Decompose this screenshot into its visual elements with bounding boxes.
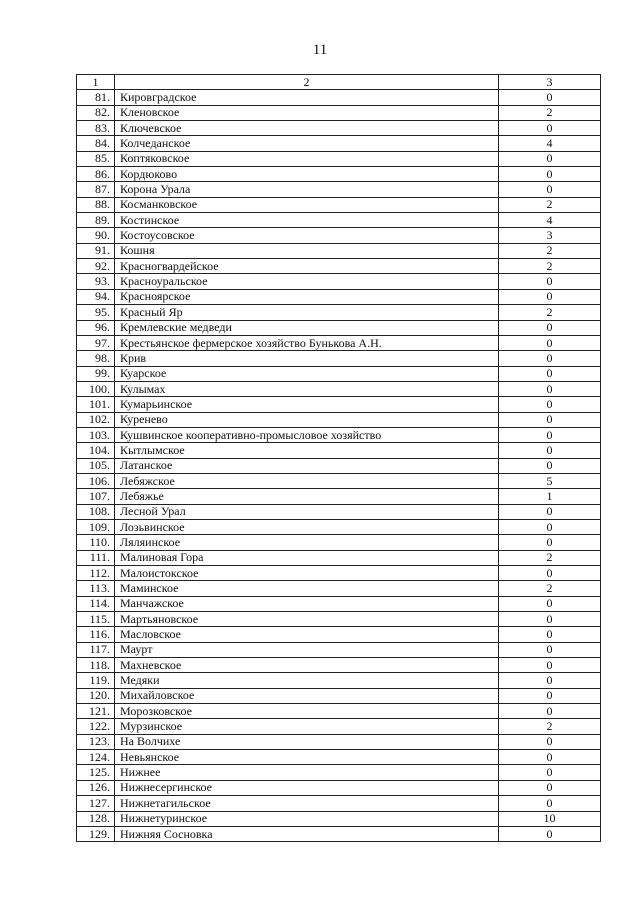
row-number: 101. bbox=[77, 397, 115, 412]
row-number: 119. bbox=[77, 673, 115, 688]
row-number: 122. bbox=[77, 719, 115, 734]
table-row bbox=[77, 458, 601, 473]
row-value: 2 bbox=[499, 243, 601, 258]
row-number: 105. bbox=[77, 458, 115, 473]
row-number: 81. bbox=[77, 90, 115, 105]
row-name: Кытлымское bbox=[115, 443, 499, 458]
row-name: Масловское bbox=[115, 627, 499, 642]
table-row bbox=[77, 826, 601, 841]
row-name: Крестьянское фермерское хозяйство Бунькова А.Н. bbox=[115, 335, 499, 350]
table-row bbox=[77, 627, 601, 642]
row-name: Крив bbox=[115, 351, 499, 366]
row-value: 0 bbox=[499, 381, 601, 396]
table-row bbox=[77, 581, 601, 596]
row-name: Ключевское bbox=[115, 121, 499, 136]
table-row bbox=[77, 305, 601, 320]
table-row bbox=[77, 167, 601, 182]
table-row bbox=[77, 519, 601, 534]
row-number: 124. bbox=[77, 750, 115, 765]
page-number: 11 bbox=[312, 42, 328, 58]
table-row bbox=[77, 489, 601, 504]
table-row bbox=[77, 473, 601, 488]
table-row bbox=[77, 259, 601, 274]
row-number: 106. bbox=[77, 473, 115, 488]
table-row bbox=[77, 320, 601, 335]
row-name: Нижнесергинское bbox=[115, 780, 499, 795]
row-number: 92. bbox=[77, 259, 115, 274]
row-number: 89. bbox=[77, 213, 115, 228]
row-value: 0 bbox=[499, 443, 601, 458]
row-number: 84. bbox=[77, 136, 115, 151]
row-value: 0 bbox=[499, 427, 601, 442]
table-row bbox=[77, 719, 601, 734]
row-name: Ляляинское bbox=[115, 535, 499, 550]
row-number: 104. bbox=[77, 443, 115, 458]
table-row bbox=[77, 397, 601, 412]
row-value: 0 bbox=[499, 151, 601, 166]
row-value: 0 bbox=[499, 289, 601, 304]
row-value: 0 bbox=[499, 627, 601, 642]
row-name: Манчажское bbox=[115, 596, 499, 611]
table-row bbox=[77, 289, 601, 304]
row-name: Кировградское bbox=[115, 90, 499, 105]
row-name: Кордюково bbox=[115, 167, 499, 182]
row-name: Кушвинское кооперативно-промысловое хозяйство bbox=[115, 427, 499, 442]
row-value: 0 bbox=[499, 366, 601, 381]
row-value: 2 bbox=[499, 197, 601, 212]
header-cell-3: 3 bbox=[499, 75, 601, 90]
table-row bbox=[77, 780, 601, 795]
row-name: Куренево bbox=[115, 412, 499, 427]
table-row bbox=[77, 704, 601, 719]
row-name: Нижняя Сосновка bbox=[115, 826, 499, 841]
table-row bbox=[77, 642, 601, 657]
table-row bbox=[77, 274, 601, 289]
table-row bbox=[77, 136, 601, 151]
row-value: 4 bbox=[499, 213, 601, 228]
row-value: 0 bbox=[499, 167, 601, 182]
row-number: 93. bbox=[77, 274, 115, 289]
row-number: 123. bbox=[77, 734, 115, 749]
row-name: Колчеданское bbox=[115, 136, 499, 151]
row-number: 115. bbox=[77, 612, 115, 627]
row-value: 0 bbox=[499, 734, 601, 749]
row-value: 0 bbox=[499, 397, 601, 412]
hunting-grounds-table bbox=[76, 74, 601, 842]
header-cell-2: 2 bbox=[115, 75, 499, 90]
row-value: 0 bbox=[499, 274, 601, 289]
row-number: 85. bbox=[77, 151, 115, 166]
table-row bbox=[77, 688, 601, 703]
row-name: Нижнетуринское bbox=[115, 811, 499, 826]
table-header-row bbox=[77, 75, 601, 90]
row-name: Медяки bbox=[115, 673, 499, 688]
row-number: 102. bbox=[77, 412, 115, 427]
row-number: 82. bbox=[77, 105, 115, 120]
row-number: 91. bbox=[77, 243, 115, 258]
row-number: 90. bbox=[77, 228, 115, 243]
row-value: 0 bbox=[499, 458, 601, 473]
row-name: Красногвардейское bbox=[115, 259, 499, 274]
table-row bbox=[77, 197, 601, 212]
row-number: 100. bbox=[77, 381, 115, 396]
row-value: 10 bbox=[499, 811, 601, 826]
table-row bbox=[77, 228, 601, 243]
row-number: 128. bbox=[77, 811, 115, 826]
row-value: 0 bbox=[499, 642, 601, 657]
row-value: 1 bbox=[499, 489, 601, 504]
table-row bbox=[77, 412, 601, 427]
table-row bbox=[77, 765, 601, 780]
row-value: 0 bbox=[499, 351, 601, 366]
row-name: Куарское bbox=[115, 366, 499, 381]
row-name: Нижнее bbox=[115, 765, 499, 780]
table-row bbox=[77, 504, 601, 519]
row-number: 110. bbox=[77, 535, 115, 550]
row-value: 0 bbox=[499, 750, 601, 765]
row-name: Кулымах bbox=[115, 381, 499, 396]
row-name: Махневское bbox=[115, 658, 499, 673]
row-name: Костоусовское bbox=[115, 228, 499, 243]
row-name: Кремлевские медведи bbox=[115, 320, 499, 335]
table-row bbox=[77, 335, 601, 350]
row-number: 107. bbox=[77, 489, 115, 504]
row-number: 129. bbox=[77, 826, 115, 841]
row-value: 2 bbox=[499, 719, 601, 734]
table-row bbox=[77, 213, 601, 228]
row-name: Лебяжье bbox=[115, 489, 499, 504]
row-name: Коптяковское bbox=[115, 151, 499, 166]
table-row bbox=[77, 381, 601, 396]
row-value: 0 bbox=[499, 504, 601, 519]
table-row bbox=[77, 658, 601, 673]
header-cell-1: 1 bbox=[77, 75, 115, 90]
row-number: 125. bbox=[77, 765, 115, 780]
row-number: 109. bbox=[77, 519, 115, 534]
row-number: 113. bbox=[77, 581, 115, 596]
table-row bbox=[77, 90, 601, 105]
row-name: Малоистокское bbox=[115, 566, 499, 581]
row-name: Маминское bbox=[115, 581, 499, 596]
table-row bbox=[77, 351, 601, 366]
table-row bbox=[77, 366, 601, 381]
row-value: 2 bbox=[499, 550, 601, 565]
table-row bbox=[77, 811, 601, 826]
row-value: 2 bbox=[499, 581, 601, 596]
row-number: 94. bbox=[77, 289, 115, 304]
row-name: Лозьвинское bbox=[115, 519, 499, 534]
row-value: 0 bbox=[499, 320, 601, 335]
row-name: Корона Урала bbox=[115, 182, 499, 197]
row-number: 111. bbox=[77, 550, 115, 565]
row-name: Маурт bbox=[115, 642, 499, 657]
row-number: 118. bbox=[77, 658, 115, 673]
row-value: 0 bbox=[499, 90, 601, 105]
row-value: 0 bbox=[499, 182, 601, 197]
table-row bbox=[77, 734, 601, 749]
table-row bbox=[77, 105, 601, 120]
row-name: Красный Яр bbox=[115, 305, 499, 320]
row-number: 99. bbox=[77, 366, 115, 381]
row-name: Михайловское bbox=[115, 688, 499, 703]
row-name: Красноярское bbox=[115, 289, 499, 304]
row-value: 0 bbox=[499, 335, 601, 350]
row-value: 0 bbox=[499, 796, 601, 811]
row-value: 0 bbox=[499, 780, 601, 795]
row-name: Кумарьинское bbox=[115, 397, 499, 412]
row-value: 0 bbox=[499, 596, 601, 611]
row-value: 0 bbox=[499, 412, 601, 427]
row-name: Мурзинское bbox=[115, 719, 499, 734]
table-row bbox=[77, 796, 601, 811]
row-value: 2 bbox=[499, 305, 601, 320]
row-value: 0 bbox=[499, 765, 601, 780]
row-name: На Волчихе bbox=[115, 734, 499, 749]
row-value: 0 bbox=[499, 535, 601, 550]
row-number: 103. bbox=[77, 427, 115, 442]
row-value: 3 bbox=[499, 228, 601, 243]
row-value: 0 bbox=[499, 566, 601, 581]
row-value: 0 bbox=[499, 704, 601, 719]
row-number: 108. bbox=[77, 504, 115, 519]
row-name: Морозковское bbox=[115, 704, 499, 719]
row-value: 0 bbox=[499, 519, 601, 534]
table-row bbox=[77, 596, 601, 611]
table-row bbox=[77, 612, 601, 627]
row-value: 0 bbox=[499, 688, 601, 703]
table-row bbox=[77, 673, 601, 688]
table-row bbox=[77, 121, 601, 136]
table-row bbox=[77, 243, 601, 258]
row-number: 117. bbox=[77, 642, 115, 657]
row-number: 86. bbox=[77, 167, 115, 182]
row-number: 127. bbox=[77, 796, 115, 811]
table-row bbox=[77, 750, 601, 765]
row-number: 120. bbox=[77, 688, 115, 703]
row-number: 116. bbox=[77, 627, 115, 642]
row-number: 87. bbox=[77, 182, 115, 197]
table-row bbox=[77, 566, 601, 581]
row-number: 121. bbox=[77, 704, 115, 719]
table-body bbox=[77, 75, 601, 842]
row-value: 0 bbox=[499, 612, 601, 627]
table-row bbox=[77, 535, 601, 550]
row-name: Кошня bbox=[115, 243, 499, 258]
row-number: 126. bbox=[77, 780, 115, 795]
row-name: Нижнетагильское bbox=[115, 796, 499, 811]
row-name: Косманковское bbox=[115, 197, 499, 212]
row-name: Латанское bbox=[115, 458, 499, 473]
row-number: 83. bbox=[77, 121, 115, 136]
row-name: Мартьяновское bbox=[115, 612, 499, 627]
row-value: 0 bbox=[499, 826, 601, 841]
row-number: 97. bbox=[77, 335, 115, 350]
table-row bbox=[77, 427, 601, 442]
row-value: 4 bbox=[499, 136, 601, 151]
row-value: 0 bbox=[499, 673, 601, 688]
table-row bbox=[77, 443, 601, 458]
row-number: 114. bbox=[77, 596, 115, 611]
row-value: 5 bbox=[499, 473, 601, 488]
row-name: Красноуральское bbox=[115, 274, 499, 289]
row-value: 0 bbox=[499, 121, 601, 136]
table-row bbox=[77, 550, 601, 565]
table-row bbox=[77, 151, 601, 166]
row-number: 112. bbox=[77, 566, 115, 581]
row-number: 96. bbox=[77, 320, 115, 335]
row-name: Лесной Урал bbox=[115, 504, 499, 519]
row-name: Лебяжское bbox=[115, 473, 499, 488]
row-value: 0 bbox=[499, 658, 601, 673]
row-number: 95. bbox=[77, 305, 115, 320]
row-name: Костинское bbox=[115, 213, 499, 228]
row-name: Малиновая Гора bbox=[115, 550, 499, 565]
row-value: 2 bbox=[499, 105, 601, 120]
row-name: Кленовское bbox=[115, 105, 499, 120]
row-number: 88. bbox=[77, 197, 115, 212]
row-value: 2 bbox=[499, 259, 601, 274]
table-row bbox=[77, 182, 601, 197]
row-number: 98. bbox=[77, 351, 115, 366]
row-name: Невьянское bbox=[115, 750, 499, 765]
